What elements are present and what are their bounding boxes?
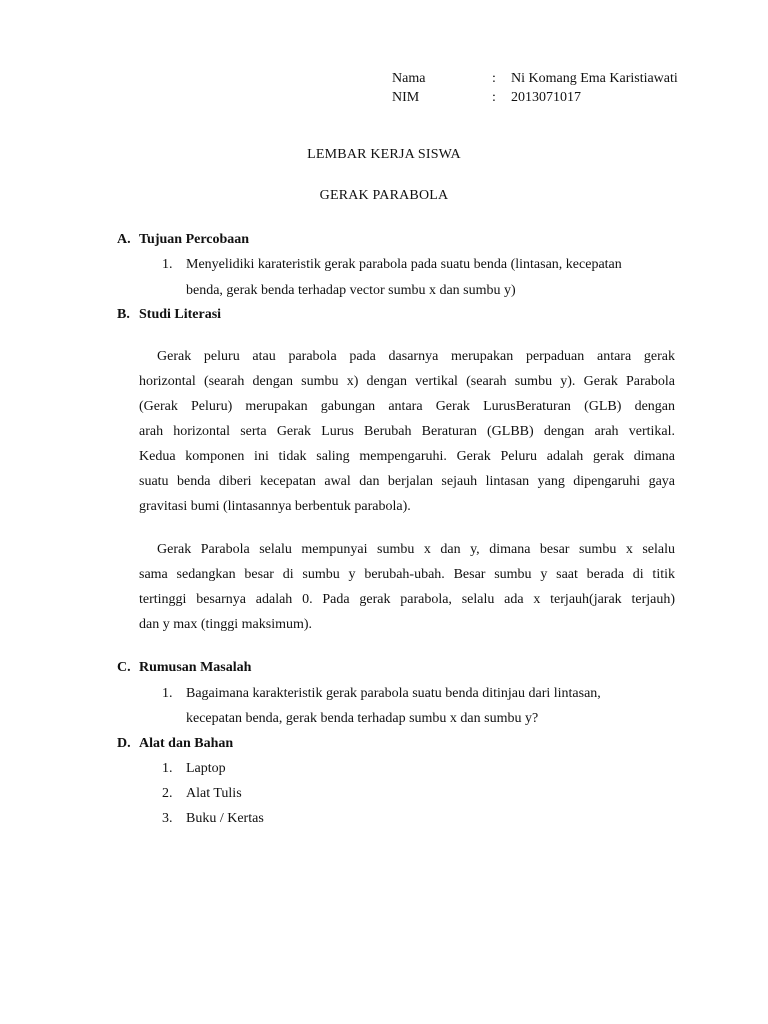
document-title: LEMBAR KERJA SISWA xyxy=(307,147,461,162)
section-a-heading xyxy=(117,232,249,248)
list-number: 1. xyxy=(162,761,173,776)
paragraph-line: arah horizontal serta Gerak Lurus Berubah Beraturan (GLBB) dengan arah vertikal. xyxy=(139,424,675,439)
paragraph-line: dan y max (tinggi maksimum). xyxy=(139,617,313,632)
nim-row xyxy=(392,88,732,107)
section-c-item-1-line-2: kecepatan benda, gerak benda terhadap sumbu x dan sumbu y? xyxy=(186,711,539,726)
section-c-heading xyxy=(117,660,251,676)
list-item: Laptop xyxy=(186,761,226,776)
paragraph-line: gravitasi bumi (lintasannya berbentuk parabola). xyxy=(139,499,411,514)
list-number: 1. xyxy=(162,257,173,272)
student-info xyxy=(392,69,732,107)
list-number: 3. xyxy=(162,811,173,826)
paragraph-line: Gerak peluru atau parabola pada dasarnya merupakan perpaduan antara gerak xyxy=(157,349,675,364)
paragraph-line: horizontal (searah dengan sumbu x) dengan vertikal (searah sumbu y). Gerak Parabola xyxy=(139,374,675,389)
section-a-title: Tujuan Percobaan xyxy=(139,232,250,247)
nim-label: NIM xyxy=(392,90,420,105)
name-label: Nama xyxy=(392,71,426,86)
nim-colon: : xyxy=(492,90,496,105)
section-c-item-1-line-1: Bagaimana karakteristik gerak parabola suatu benda ditinjau dari lintasan, xyxy=(186,686,601,701)
nim-value: 2013071017 xyxy=(511,90,581,105)
name-colon: : xyxy=(492,71,496,86)
section-c-title: Rumusan Masalah xyxy=(139,660,252,675)
list-number: 2. xyxy=(162,786,173,801)
paragraph-line: Kedua komponen ini tidak saling mempengaruhi. Gerak Peluru adalah gerak dimana xyxy=(139,449,675,464)
section-d-letter: D. xyxy=(117,736,131,751)
section-b-heading xyxy=(117,307,221,323)
section-a-item-1-line-1: Menyelidiki karateristik gerak parabola pada suatu benda (lintasan, kecepatan xyxy=(186,257,622,272)
paragraph-line: suatu benda diberi kecepatan awal dan berjalan sejauh lintasan yang dipengaruhi gaya xyxy=(139,474,675,489)
paragraph-line: tertinggi besarnya adalah 0. Pada gerak parabola, selalu ada x terjauh(jarak terjauh) xyxy=(139,592,675,607)
section-a-item-1-line-2: benda, gerak benda terhadap vector sumbu x dan sumbu y) xyxy=(186,283,516,298)
section-b-title: Studi Literasi xyxy=(139,307,222,322)
section-d-title: Alat dan Bahan xyxy=(139,736,234,751)
section-d-heading xyxy=(117,736,233,752)
section-b-letter: B. xyxy=(117,307,130,322)
document-subtitle: GERAK PARABOLA xyxy=(319,188,449,203)
section-c-letter: C. xyxy=(117,660,131,675)
paragraph-line: (Gerak Peluru) merupakan gabungan antara Gerak LurusBeraturan (GLB) dengan xyxy=(139,399,675,414)
name-value: Ni Komang Ema Karistiawati xyxy=(511,71,678,86)
section-a-letter: A. xyxy=(117,232,131,247)
list-item: Alat Tulis xyxy=(186,786,242,801)
list-number: 1. xyxy=(162,686,173,701)
list-item: Buku / Kertas xyxy=(186,811,264,826)
paragraph-line: sama sedangkan besar di sumbu y berubah-ubah. Besar sumbu y saat berada di titik xyxy=(139,567,675,582)
paragraph-line: Gerak Parabola selalu mempunyai sumbu x dan y, dimana besar sumbu x selalu xyxy=(157,542,675,557)
name-row xyxy=(392,69,732,88)
